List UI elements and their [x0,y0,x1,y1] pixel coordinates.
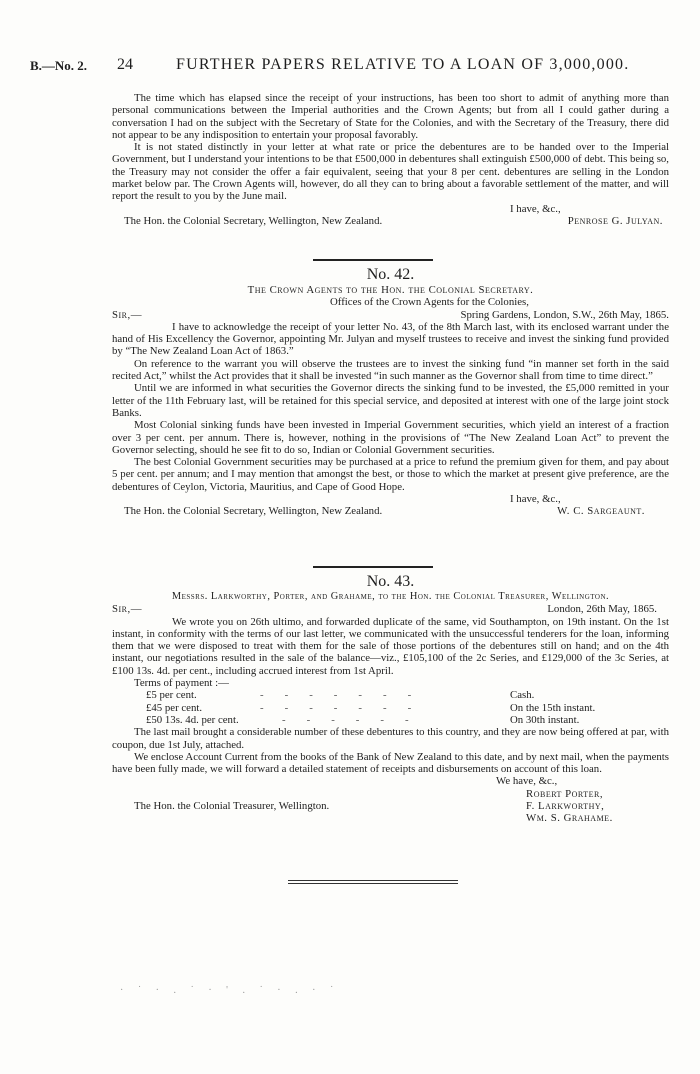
signatory: F. Larkworthy, [526,800,605,813]
signatory-line [112,812,669,824]
sender-address: Offices of the Crown Agents for the Colonies, [330,296,529,309]
addressee-line [112,800,669,812]
letter-continuation [112,92,669,227]
payment-amount: £50 13s. 4d. per cent. [146,713,239,726]
closing: I have, &c., [510,493,561,506]
salutation-line [112,309,669,321]
paragraph: The last mail brought a considerable number of these debentures to this country, and they are now being offered at par, with coupon, due 1st July, attached. [112,726,669,751]
addressee-line [112,505,669,517]
signatory: Wm. S. Grahame. [526,812,613,825]
addressee-line [112,215,669,227]
signatory-line [112,788,669,800]
paragraph: We wrote you on 26th ultimo, and forwarded duplicate of the same, vid Southampton, on 19th instant. On the 1st instant, in conformity with the terms of our last letter, we communicated with the unsuccessful tenderers for the loan, informing them that we were disposed to treat with them for the sale of those portions of the debentures still on hand; and on the 4th instant, our negotiations resulted in the sale of the balance—viz., £105,100 of the 2c Series, and £129,000 of the 3c Series, at £100 13s. 4d. per cent., including accrued interest from 1st April. [112,615,669,677]
section-divider [313,259,433,261]
paragraph: On reference to the warrant you will observe the trustees are to invest the sinking fund “in manner set forth in the said recited Act,” whilst the Act provides that it shall be invested “in such manner as the Governor shall from time to time direct.” [112,357,669,383]
paragraph: We enclose Account Current from the books of the Bank of New Zealand to this date, and by next mail, when the payments have been fully made, we will forward a detailed statement of receipts and disbursements on account of this loan. [112,750,669,776]
letter-date: London, 26th May, 1865. [547,603,657,616]
document-number: No. 42. [366,266,415,283]
signature: Penrose G. Julyan. [567,214,663,227]
signature: W. C. Sargeaunt. [557,505,645,518]
payment-when: On the 15th instant. [510,701,596,714]
section-divider [313,566,433,568]
payment-when: On 30th instant. [510,713,580,726]
paragraph: I have to acknowledge the receipt of your letter No. 43, of the 8th March last, with its enclosed warrant under the hand of His Excellency the Governor, appointing Mr. Julyan and myself trustees to receive and invest the sinking fund provided by “The New Zealand Loan Act of 1863.” [112,320,669,358]
closing-line [112,493,669,505]
addressee: The Hon. the Colonial Secretary, Wellington, New Zealand. [124,214,383,227]
document-43 [112,573,669,825]
payment-row: £50 13s. 4d. per cent. ------ On 30th instant. [146,713,580,726]
addressee: The Hon. the Colonial Secretary, Wellington, New Zealand. [124,505,383,518]
paragraph: Most Colonial sinking funds have been invested in Imperial Government securities, which yield an interest of a fraction over 3 per cent. per annum. There is, however, nothing in the provisions of “The New Zealand Loan Act” to prevent the Governor selecting, should he see fit to do so, Indian or Colonial Government securities. [112,419,669,456]
salutation: Sir,— [112,603,143,616]
document-number: No. 43. [366,573,415,590]
page-header [30,56,670,78]
document-reference: B.—No. 2. [30,58,88,73]
salutation: Sir,— [112,308,143,321]
payment-amount: £45 per cent. [146,701,203,714]
payment-amount: £5 per cent. [146,689,197,702]
paragraph: The time which has elapsed since the receipt of your instructions, has been too short to admit of anything more than personal communications between the Imperial authorities and the Crown Agents; but from all I could gather during a conversation I had on the subject with the Secretary of State for the Colonies, and with the Secretary of the Treasury, there did not appear to be any indisposition to entertain your proposal favorably. [112,92,669,141]
signatory: Robert Porter, [526,787,604,800]
page-title: FURTHER PAPERS RELATIVE TO A LOAN OF 3,000,000. [176,56,630,73]
paragraph: The best Colonial Government securities may be purchased at a price to refund the premium given for them, and pay about 5 per cent. per annum; and I may mention that amongst the best, or those to which the market at present give preference, are the debentures of Ceylon, Victoria, Mauritius, and Cape of Good Hope. [112,456,669,493]
payment-row: £5 per cent. ------- Cash. [146,689,535,702]
addressee: The Hon. the Colonial Treasurer, Wellington. [134,800,330,813]
payment-when: Cash. [510,689,535,702]
payment-row: £45 per cent. ------- On the 15th instant. [146,701,596,714]
closing-line [112,775,669,787]
paragraph: Until we are informed in what securities the Governor directs the sinking fund to be invested, the £5,000 remitted in your letter of the 11th February last, will be retained for this special service, and deposited at interest with one of the large joint stock Banks. [112,382,669,419]
document-42 [112,266,669,518]
scan-artifacts: · ˙ · . ˙ · ' . ˙ · . · ˙ [120,985,340,996]
page-number: 24 [117,56,133,73]
document-heading: Messrs. Larkworthy, Porter, and Grahame, to the Hon. the Colonial Treasurer, Wellington. [171,591,610,602]
closing: We have, &c., [496,775,558,788]
document-heading: The Crown Agents to the Hon. the Colonial Secretary. [247,284,534,296]
closing-line [112,203,669,215]
paragraph: It is not stated distinctly in your letter at what rate or price the debentures are to be handed over to the Imperial Government, but I understand your intentions to be that £500,000 in debentures shall extinguish £500,000 of debt. This being so, the Treasury may not consider the offer a fair equivalent, seeing that your 8 per cent. debentures are selling in the London market below par. The Crown Agents will, however, do all they can to bring about a favorable settlement of the matter, and will report the result to you by the June mail. [112,141,669,203]
terms-label: Terms of payment :— [134,677,229,690]
address-line [112,296,669,308]
closing: I have, &c., [510,202,561,215]
salutation-line [112,603,669,615]
end-rule [288,880,458,884]
letter-date: Spring Gardens, London, S.W., 26th May, 1865. [460,308,669,321]
